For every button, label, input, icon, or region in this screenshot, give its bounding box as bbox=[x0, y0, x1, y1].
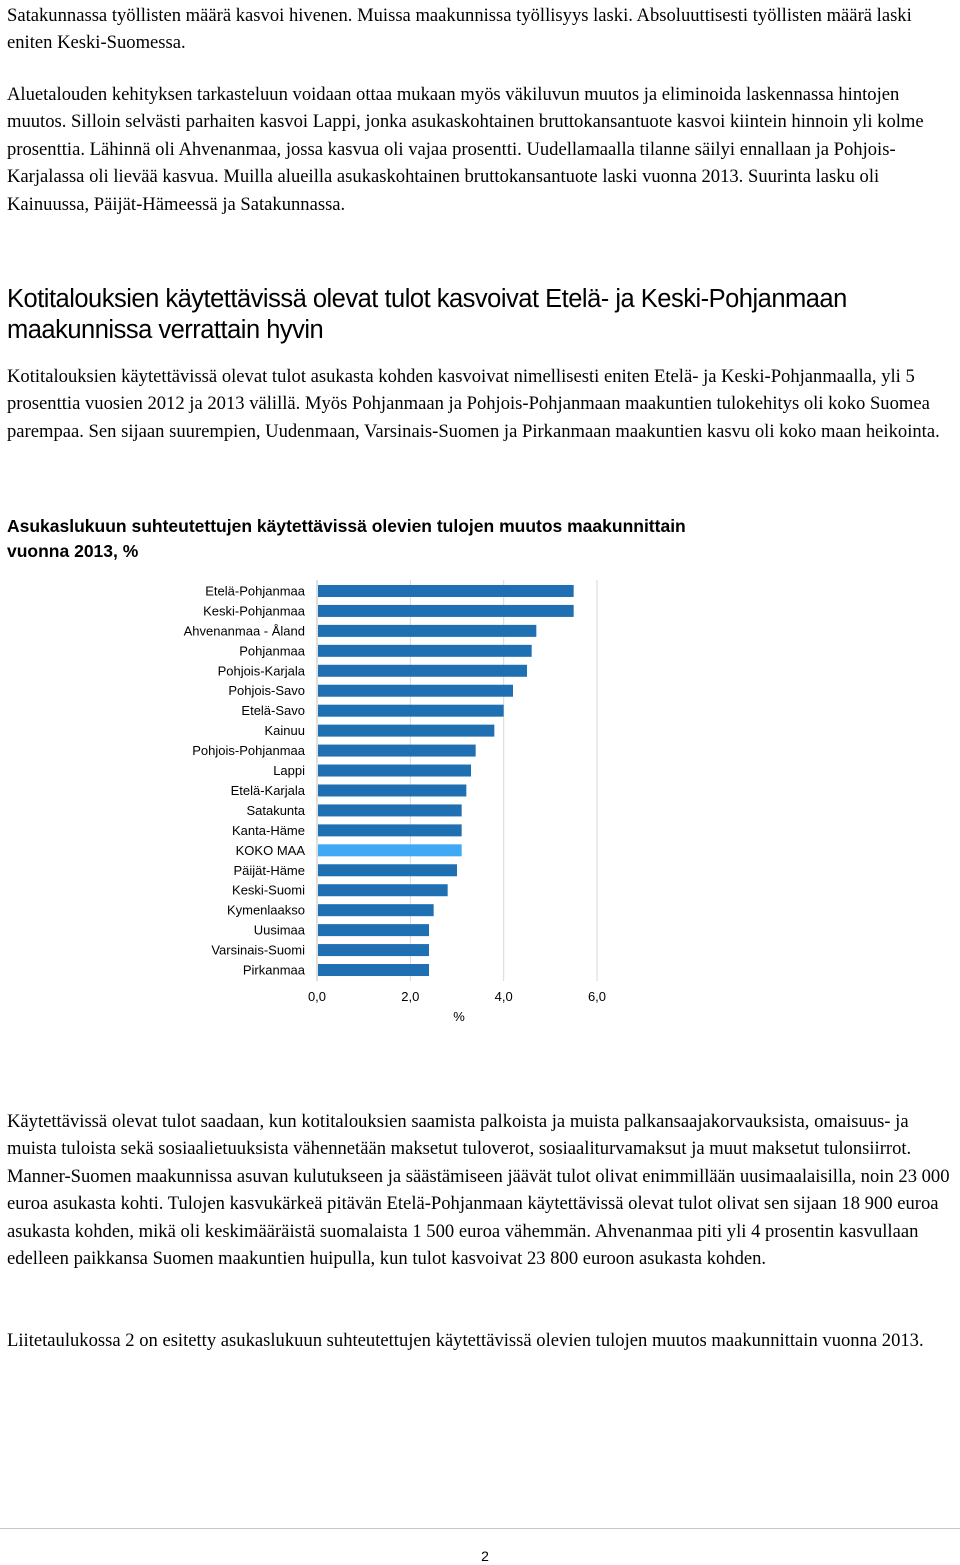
bar bbox=[318, 665, 527, 677]
bar bbox=[318, 884, 448, 896]
bar bbox=[318, 645, 532, 657]
bar bbox=[318, 745, 476, 757]
x-tick-label: 0,0 bbox=[307, 989, 327, 1004]
category-label: Etelä-Pohjanmaa bbox=[205, 583, 305, 599]
paragraph-regional-gdp: Aluetalouden kehityksen tarkasteluun voidaan ottaa mukaan myös väkiluvun muutos ja eliminoida laskennassa hintojen muutos. Silloin selvästi parhaiten kasvoi Lappi, jonka asukaskohtainen bruttokansantuote kasvoi kiintein hinnoin yli kolme prosenttia. Lähinnä oli Ahvenanmaa, jossa kasvua oli vajaa prosentti. Uudellamaalla tilanne säilyi ennallaan ja Pohjois-Karjalassa oli lievää kasvua. Muilla alueilla asukaskohtainen bruttokansantuote laski vuonna 2013. Suurinta lasku oli Kainuussa, Päijät-Hämeessä ja Satakunnassa. bbox=[7, 84, 924, 215]
paragraph-appendix-reference: Liitetaulukossa 2 on esitetty asukaslukuun suhteutettujen käytettävissä olevien tulojen muutos maakunnittain vuonna 2013. bbox=[7, 1330, 924, 1351]
category-label: Keski-Suomi bbox=[232, 882, 305, 898]
category-label: Pohjanmaa bbox=[239, 643, 305, 659]
category-label: Pohjois-Pohjanmaa bbox=[192, 743, 305, 759]
category-label: Etelä-Karjala bbox=[230, 782, 305, 798]
chart-title: Asukaslukuun suhteutettujen käytettävissä olevien tulojen muutos maakunnittain vuonna 2013, % bbox=[7, 516, 686, 561]
category-label: Lappi bbox=[273, 763, 305, 779]
bar bbox=[318, 725, 494, 737]
x-tick-label: 4,0 bbox=[494, 989, 513, 1004]
bar bbox=[318, 864, 457, 876]
category-label: Uusimaa bbox=[253, 922, 305, 938]
category-label: KOKO MAA bbox=[235, 842, 305, 858]
x-tick-label: 6,0 bbox=[587, 989, 607, 1004]
bar bbox=[318, 904, 434, 916]
bar bbox=[318, 765, 471, 777]
category-label: Varsinais-Suomi bbox=[211, 942, 305, 958]
bar bbox=[318, 804, 462, 816]
paragraph-employment: Satakunnassa työllisten määrä kasvoi hivenen. Muissa maakunnissa työllisyys laski. Absoluuttisesti työllisten määrä laski eniten Keski-Suomessa. bbox=[7, 5, 912, 54]
bar bbox=[318, 964, 429, 976]
bar bbox=[318, 944, 429, 956]
category-label: Kanta-Häme bbox=[232, 822, 305, 838]
paragraph-income-definition: Käytettävissä olevat tulot saadaan, kun kotitalouksien saamista palkoista ja muista palkansaajakorvauksista, omaisuus- ja muista tuloista sekä sosiaalietuuksista vähennetään maksetut tuloverot, sosiaaliturvamaksut ja muut maksetut tulonsiirrot. Manner-Suomen maakunnissa asuvan kulutukseen ja säästämiseen jäävät tulot olivat enimmillään uusimaalaisilla, noin 23 000 euroa asukasta kohti. Tulojen kasvukärkeä pitävän Etelä-Pohjanmaan käytettävissä olevat tulot olivat sen sijaan 18 900 euroa asukasta kohden, mikä oli keskimääräistä suomalaista 1 500 euroa vähemmän. Ahvenanmaa piti yli 4 prosentin kasvullaan edelleen paikkansa Suomen maakuntien huipulla, kun tulot kasvoivat 23 800 euroon asukasta kohden. bbox=[7, 1111, 950, 1270]
bar bbox=[318, 705, 504, 717]
category-label: Ahvenanmaa - Åland bbox=[183, 623, 305, 639]
bar bbox=[318, 784, 466, 796]
page-number: 2 bbox=[481, 1548, 489, 1564]
bar-chart-svg bbox=[153, 576, 623, 1026]
category-label: Pirkanmaa bbox=[242, 962, 305, 978]
bar bbox=[318, 685, 513, 697]
category-label: Kymenlaakso bbox=[226, 902, 305, 918]
x-axis-label: % bbox=[453, 1009, 465, 1024]
category-label: Pohjois-Savo bbox=[228, 683, 305, 699]
bar-chart bbox=[153, 576, 623, 1026]
x-tick-label: 2,0 bbox=[401, 989, 420, 1004]
paragraph-household-income: Kotitalouksien käytettävissä olevat tulot asukasta kohden kasvoivat nimellisesti eniten Etelä- ja Keski-Pohjanmaalla, yli 5 prosenttia vuosien 2012 ja 2013 välillä. Myös Pohjanmaan ja Pohjois-Pohjanmaan maakuntien tulokehitys oli koko Suomea parempaa. Sen sijaan suurempien, Uudenmaan, Varsinais-Suomen ja Pirkanmaan maakuntien kasvu oli koko maan heikointa. bbox=[7, 366, 940, 442]
category-label: Päijät-Häme bbox=[233, 862, 305, 878]
bar bbox=[318, 924, 429, 936]
category-label: Keski-Pohjanmaa bbox=[203, 603, 305, 619]
category-label: Satakunta bbox=[246, 802, 305, 818]
category-label: Pohjois-Karjala bbox=[217, 663, 305, 679]
section-heading: Kotitalouksien käytettävissä olevat tulot kasvoivat Etelä- ja Keski-Pohjanmaan maakunnissa verrattain hyvin bbox=[7, 285, 847, 344]
bar bbox=[318, 625, 536, 637]
category-label: Etelä-Savo bbox=[241, 703, 305, 719]
footer-divider bbox=[0, 1528, 960, 1529]
bar bbox=[318, 585, 574, 597]
bar bbox=[318, 824, 462, 836]
category-label: Kainuu bbox=[264, 723, 305, 739]
bar-highlight bbox=[318, 844, 462, 856]
bar bbox=[318, 605, 574, 617]
